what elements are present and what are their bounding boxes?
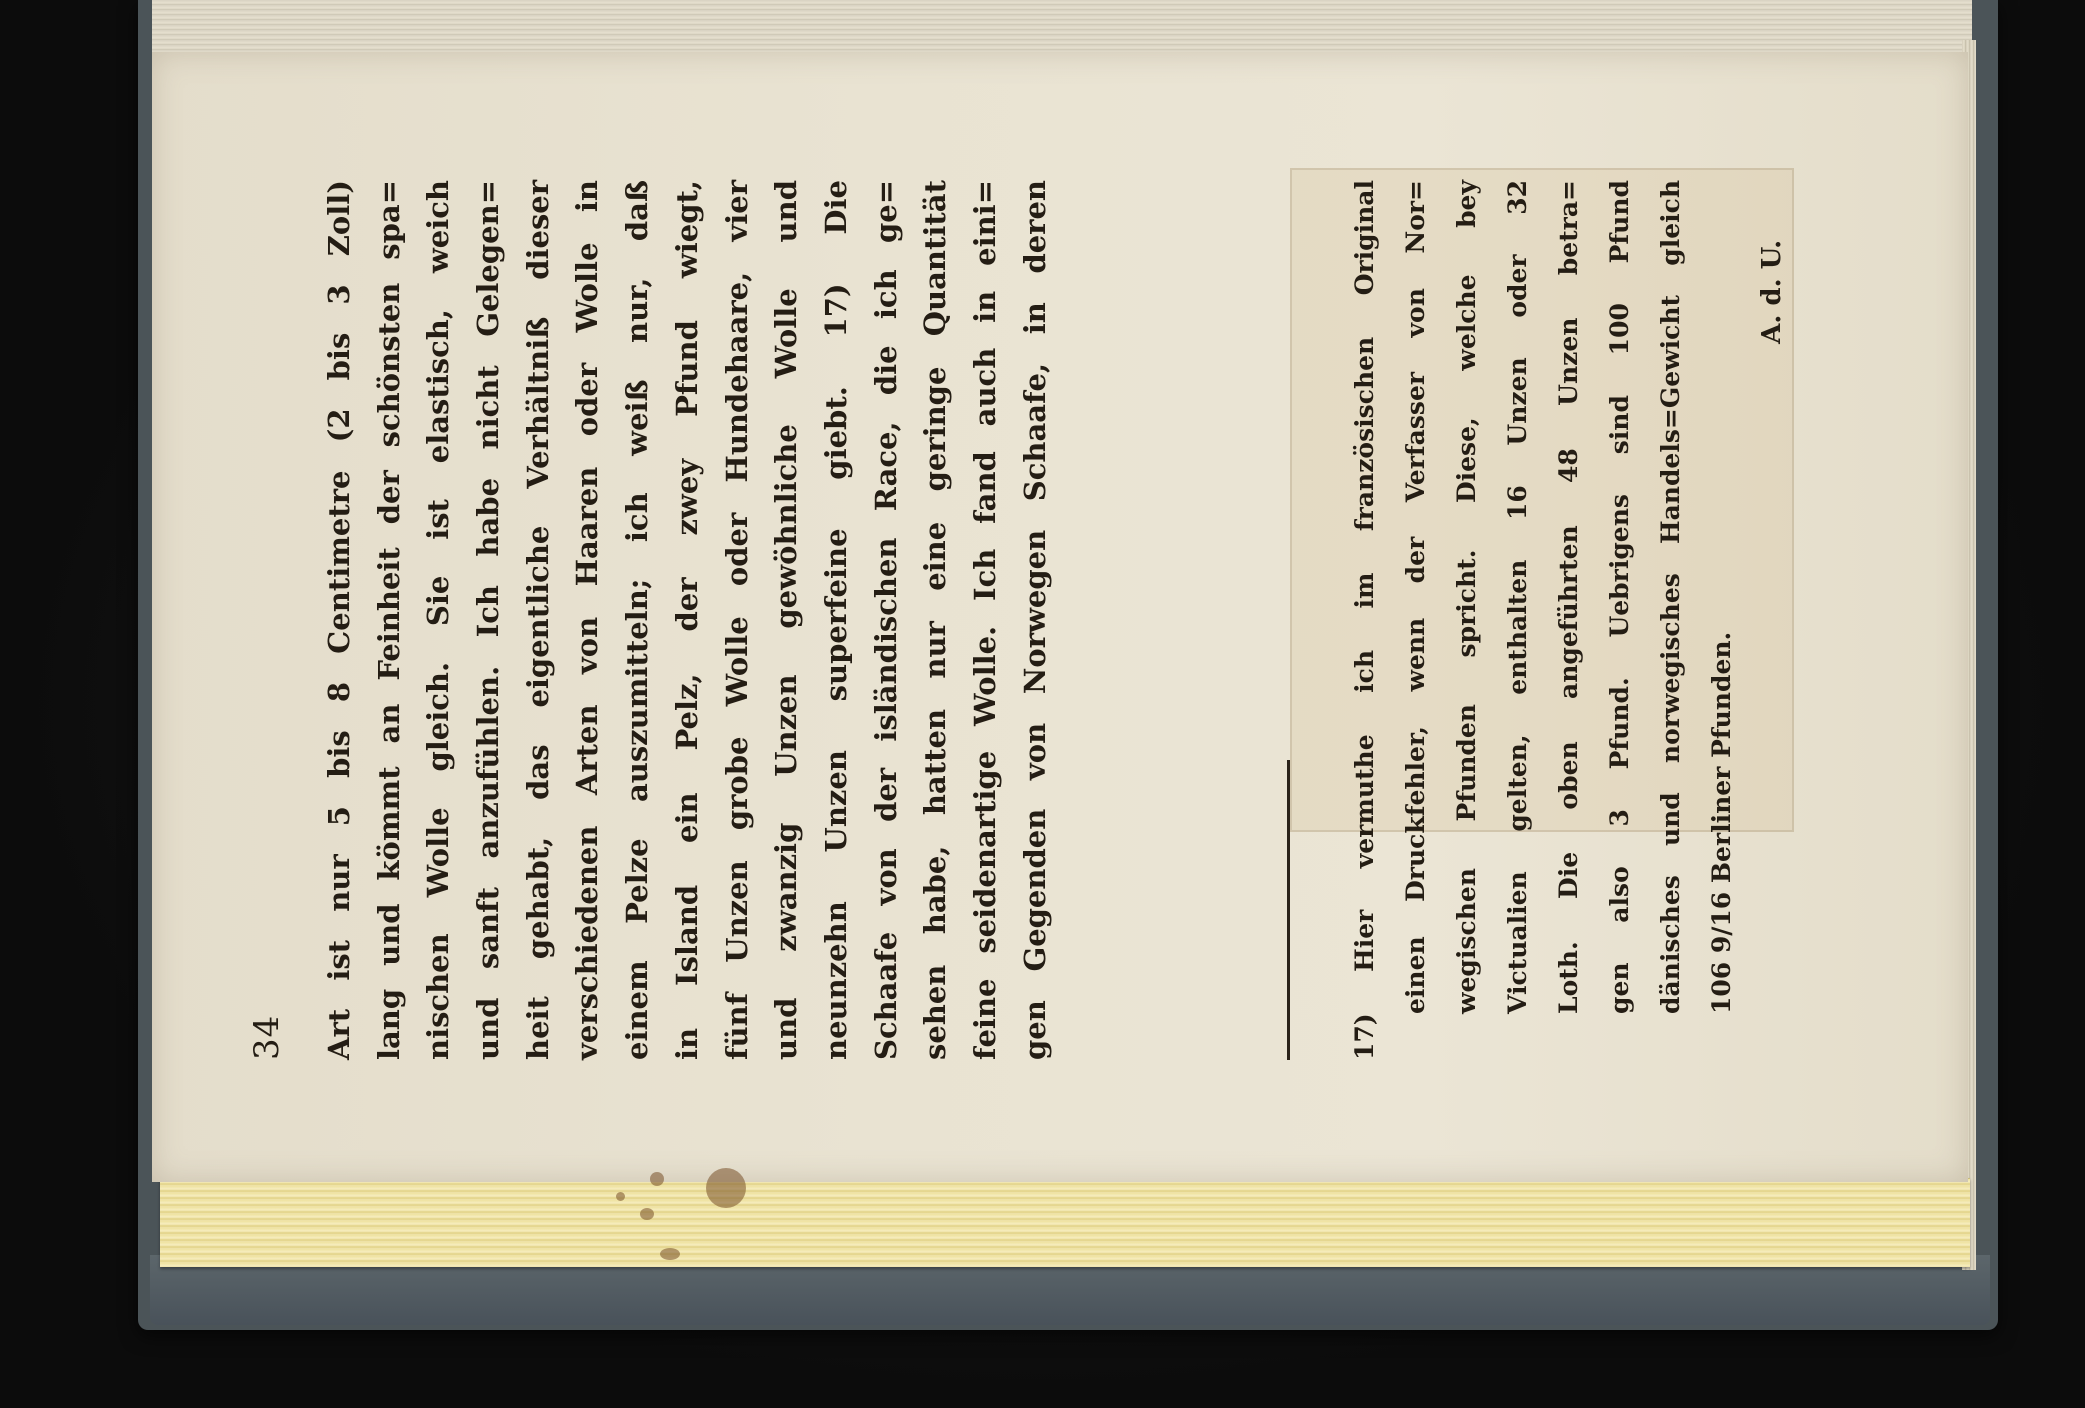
footnote-line: dänisches und norwegisches Handels=Gewicht gleich [1656, 180, 1685, 1014]
page-edges-bottom [160, 1178, 1970, 1267]
body-line: verschiedenen Arten von Haaren oder Wolle in [570, 180, 605, 1060]
page-edges-top [152, 0, 1972, 54]
footnote-line: 106 9/16 Berliner Pfunden. [1707, 631, 1736, 1014]
body-line: gen Gegenden von Norwegen Schaafe, in deren [1017, 180, 1052, 1060]
footnote-line: Victualien gelten, enthalten 16 Unzen oder 32 [1503, 180, 1532, 1014]
footnote-signature: A. d. U. [1757, 240, 1787, 344]
body-line: Art ist nur 5 bis 8 Centimetre (2 bis 3 Zoll) [322, 180, 356, 1060]
body-line: einem Pelze auszumitteln; ich weiß nur, daß [620, 180, 655, 1060]
foxing-stain [650, 1172, 664, 1186]
foxing-stain [616, 1192, 625, 1201]
body-line: fünf Unzen grobe Wolle oder Hundehaare, vier [719, 180, 754, 1060]
body-line: sehen habe, hatten nur eine geringe Quantität [918, 180, 953, 1060]
footnote [1339, 180, 1798, 1060]
foxing-stain [660, 1248, 680, 1260]
body-text [315, 180, 1060, 1060]
footnote-line: wegischen Pfunden spricht. Diese, welche bey [1452, 180, 1481, 1014]
foxing-stain [706, 1168, 746, 1208]
footnote-line: einen Druckfehler, wenn der Verfasser von Nor= [1401, 180, 1430, 1014]
foxing-stain [640, 1208, 654, 1220]
page-number: 34 [247, 1014, 287, 1060]
body-line: feine seidenartige Wolle. Ich fand auch in eini= [967, 180, 1002, 1060]
body-line: lang und kömmt an Feinheit der schönsten spa= [371, 180, 406, 1060]
footnote-separator-rule [1287, 760, 1290, 1060]
footnote-line: Loth. Die oben angeführten 48 Unzen betra= [1554, 180, 1583, 1014]
body-line: und zwanzig Unzen gewöhnliche Wolle und [769, 180, 804, 1060]
body-line: und sanft anzufühlen. Ich habe nicht Gelegen= [471, 180, 506, 1060]
footnote-line: gen also 3 Pfund. Uebrigens sind 100 Pfund [1605, 180, 1634, 1014]
body-line: Schaafe von der isländischen Race, die ich ge= [868, 180, 903, 1060]
page-text-block [247, 180, 1817, 1060]
footnote-line: 17) Hier vermuthe ich im französischen Original [1350, 180, 1379, 1060]
body-line: nischen Wolle gleich. Sie ist elastisch, weich [421, 180, 456, 1060]
body-line: heit gehabt, das eigentliche Verhältniß dieser [520, 180, 555, 1060]
body-line: in Island ein Pelz, der zwey Pfund wiegt, [669, 180, 704, 1060]
body-line: neunzehn Unzen superfeine giebt. 17) Die [818, 180, 853, 1060]
